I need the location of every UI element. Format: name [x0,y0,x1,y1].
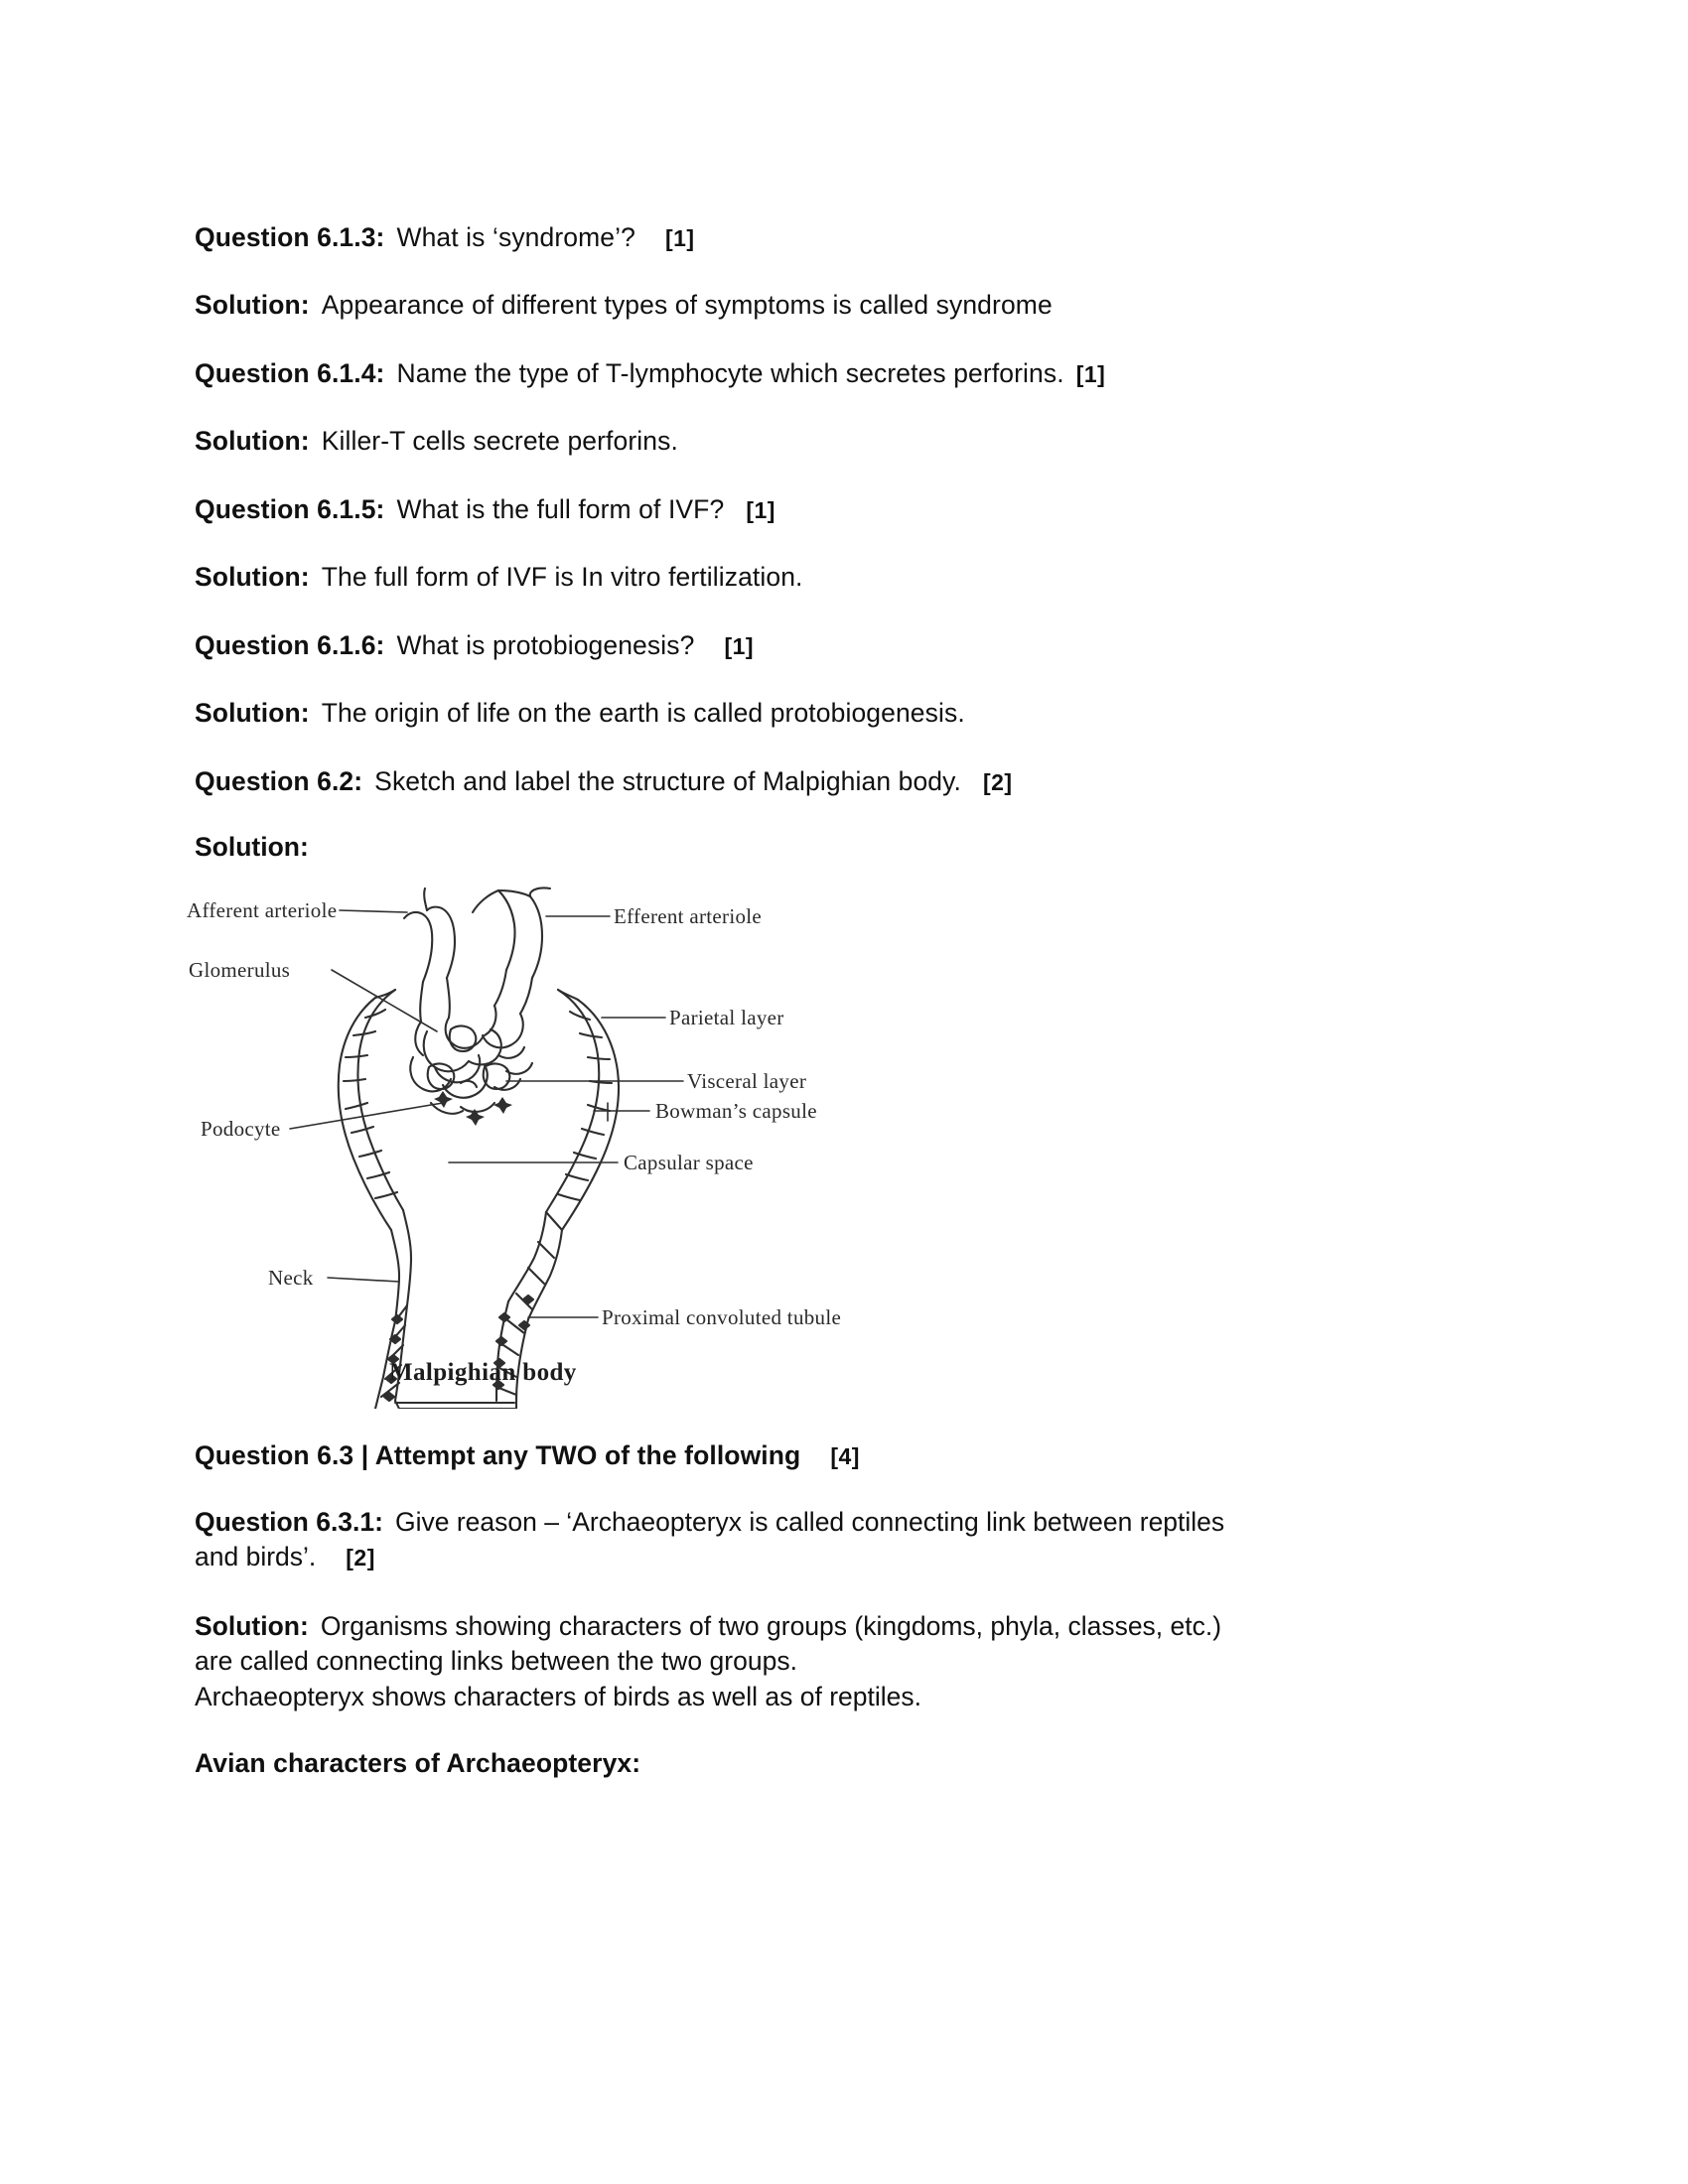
solution-6-1-5 [195,560,1476,594]
question-6-3-1-marks: [2] [346,1545,375,1571]
question-6-1-3-text: What is ‘syndrome’? [396,222,635,252]
solution-6-3-1-label: Solution: [195,1610,309,1641]
solution-6-3-1-line1: Organisms showing characters of two groups (kingdoms, phyla, classes, etc.) [320,1610,1222,1641]
solution-6-3-1-line3: Archaeopteryx shows characters of birds as well as of reptiles. [195,1681,922,1711]
diagram-label-proximal-convoluted-tubule: Proximal convoluted tubule [602,1304,842,1329]
figure-caption: Malpighian body [389,1358,577,1386]
question-6-1-3-marks: [1] [664,225,695,251]
question-6-1-6-label: Question 6.1.6: [195,629,385,660]
solution-6-1-3 [195,288,1476,322]
question-6-1-6 [195,628,1476,662]
question-6-3-1-label: Question 6.3.1: [195,1506,383,1537]
question-6-2-label: Question 6.2: [195,765,363,796]
solution-6-2-label: Solution: [195,831,309,862]
question-6-1-6-text: What is protobiogenesis? [396,629,695,660]
solution-6-1-5-label: Solution: [195,562,310,593]
diagram-label-neck: Neck [268,1265,314,1290]
question-6-1-4-label: Question 6.1.4: [195,357,385,388]
solution-6-1-6-text: The origin of life on the earth is called protobiogenesis. [321,698,965,729]
malpighian-body-figure [187,873,995,1409]
solution-6-3-1-line2: are called connecting links between the two groups. [195,1646,797,1677]
diagram-label-bowmans-capsule: Bowman’s capsule [655,1098,817,1123]
question-6-1-5-text: What is the full form of IVF? [396,493,725,524]
question-6-3-1-text-line1: Give reason – ‘Archaeopteryx is called connecting link between reptiles [394,1506,1225,1537]
diagram-label-capsular-space: Capsular space [624,1150,754,1174]
question-6-1-3-label: Question 6.1.3: [195,222,385,252]
question-6-3-1-text-line2: and birds’. [195,1542,317,1572]
question-6-2-marks: [2] [982,768,1013,795]
question-6-1-3 [195,220,1476,254]
solution-6-1-6 [195,696,1476,730]
question-6-1-5-marks: [1] [746,496,775,523]
solution-6-3-1 [195,1609,1476,1715]
malpighian-body-drawing [201,873,995,1409]
diagram-label-visceral-layer: Visceral layer [687,1068,807,1093]
solution-6-1-4 [195,424,1476,458]
question-6-3-heading-text: Question 6.3 | Attempt any TWO of the following [195,1439,801,1470]
question-6-3-marks: [4] [830,1442,860,1469]
solution-6-1-5-text: The full form of IVF is In vitro fertilization. [321,562,803,593]
question-6-1-4-text: Name the type of T-lymphocyte which secretes perforins. [396,357,1064,388]
solution-6-1-6-label: Solution: [195,698,310,729]
question-6-1-4-marks: [1] [1075,360,1106,387]
question-6-1-6-marks: [1] [724,632,755,659]
solution-6-1-3-text: Appearance of different types of symptoms is called syndrome [321,290,1053,321]
document-content [187,220,1476,1813]
question-6-3-1 [195,1505,1476,1575]
diagram-label-afferent-arteriole: Afferent arteriole [187,897,338,922]
question-6-1-5 [195,492,1476,526]
diagram-label-parietal-layer: Parietal layer [669,1005,784,1029]
avian-characters-heading: Avian characters of Archaeopteryx: [195,1748,641,1779]
diagram-label-podocyte: Podocyte [201,1116,281,1141]
question-6-3-heading [195,1440,1476,1471]
question-6-1-4 [195,356,1476,390]
question-6-2-text: Sketch and label the structure of Malpighian body. [374,765,961,796]
solution-6-1-3-label: Solution: [195,290,310,321]
question-6-2 [195,764,1476,798]
question-6-1-5-label: Question 6.1.5: [195,493,385,524]
diagram-label-efferent-arteriole: Efferent arteriole [614,903,763,928]
solution-6-1-4-text: Killer-T cells secrete perforins. [321,426,678,457]
solution-6-1-4-label: Solution: [195,426,310,457]
diagram-label-glomerulus: Glomerulus [189,957,291,982]
